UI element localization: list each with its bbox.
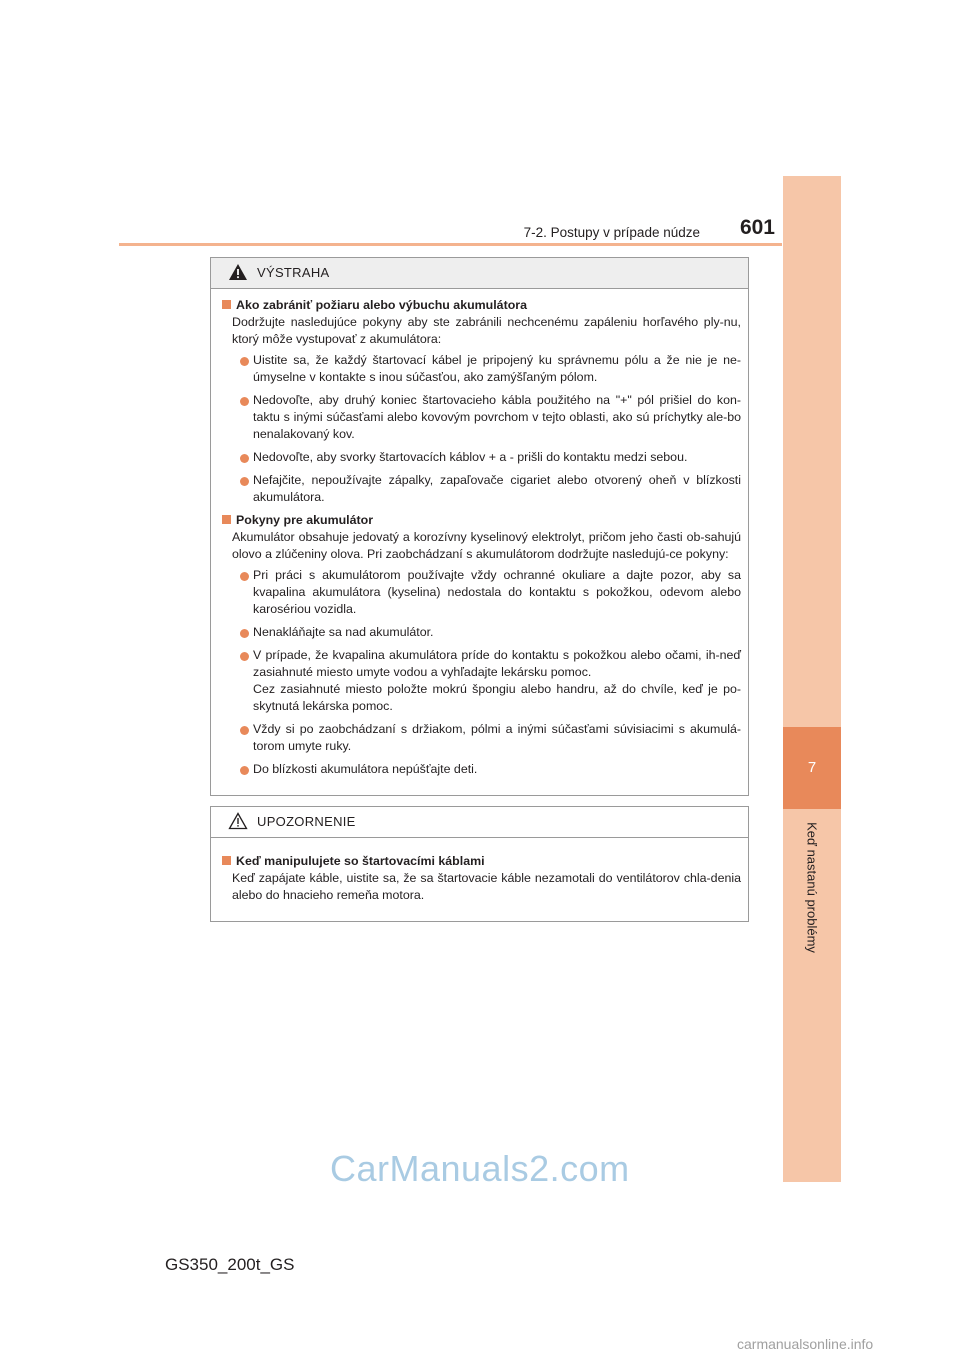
caution-box	[210, 806, 749, 922]
footer-model: GS350_200t_GS	[165, 1255, 295, 1274]
round-bullet-icon	[240, 766, 249, 775]
warning-box-title: VÝSTRAHA	[257, 265, 330, 280]
list-item: Nedovoľte, aby druhý koniec štartovacieho kábla použitého na "+" pól prišiel do kon-taktu s inými súčasťami alebo kovovým povrchom v tejto oblasti, ako sú príchytky ale-bo nenalakovaný kov.	[232, 392, 741, 443]
square-bullet-icon	[222, 515, 231, 524]
square-bullet-icon	[222, 856, 231, 865]
section-heading: Ako zabrániť požiaru alebo výbuchu akumulátora	[222, 297, 741, 314]
section-text: Akumulátor obsahuje jedovatý a korozívny kyselinový elektrolyt, pričom jeho časti ob-sahujú olovo a zlúčeniny olova. Pri zaobchádzaní s akumulátorom dodržujte nasledujú-ce pokyny:	[232, 530, 741, 561]
header-rule	[119, 243, 782, 246]
section-heading: Keď manipulujete so štartovacími káblami	[222, 853, 741, 870]
section-title: 7-2. Postupy v prípade núdze	[523, 225, 700, 240]
watermark-secondary: carmanualsonline.info	[737, 1336, 874, 1352]
section-text: Dodržujte nasledujúce pokyny aby ste zabránili nechcenému zapáleniu horľavého ply-nu, ktorý môže vystupovať z akumulátora:	[232, 315, 741, 346]
list-item: V prípade, že kvapalina akumulátora príde do kontaktu s pokožkou alebo očami, ih-neď zasiahnuté miesto umyte vodou a vyhľadajte lekársku pomoc. Cez zasiahnuté miesto položte mokrú špongiu alebo handru, až do chvíle, keď je po-skytnutá lekárska pomoc.	[232, 647, 741, 715]
section-text: Keď zapájate káble, uistite sa, že sa štartovacie káble nezamotali do ventilátorov chla-denia alebo do hnacieho remeňa motora.	[232, 871, 741, 902]
chapter-number: 7	[783, 727, 841, 809]
chapter-side-tab	[783, 176, 841, 1182]
list-item: Pri práci s akumulátorom používajte vždy ochranné okuliare a dajte pozor, aby sa kvapalina akumulátora (kyselina) nedostala do kontaktu s pokožkou, odevom alebo karosériou vozidla.	[232, 567, 741, 618]
round-bullet-icon	[240, 397, 249, 406]
caution-box-title: UPOZORNENIE	[257, 814, 356, 829]
chapter-title-text: Keď nastanú problémy	[804, 822, 820, 953]
list-item: Do blízkosti akumulátora nepúšťajte deti.	[232, 761, 741, 778]
round-bullet-icon	[240, 477, 249, 486]
list-item: Vždy si po zaobchádzaní s držiakom, pólmi a inými súčasťami súvisiacimi s akumulá-torom umyte ruky.	[232, 721, 741, 755]
round-bullet-icon	[240, 726, 249, 735]
list-item: Nefajčite, nepoužívajte zápalky, zapaľovače cigariet alebo otvorený oheň v blízkosti akumulátora.	[232, 472, 741, 506]
round-bullet-icon	[240, 357, 249, 366]
warning-triangle-icon	[228, 263, 248, 281]
caution-triangle-icon	[228, 812, 248, 830]
list-item: Nedovoľte, aby svorky štartovacích káblov + a - prišli do kontaktu medzi sebou.	[232, 449, 741, 466]
warning-box-header	[211, 258, 748, 289]
caution-box-body	[211, 838, 748, 916]
caution-box-header	[211, 807, 748, 838]
section-heading: Pokyny pre akumulátor	[222, 512, 741, 529]
watermark-primary: CarManuals2.com	[330, 1148, 630, 1189]
warning-box	[210, 257, 749, 796]
page-number: 601	[739, 216, 775, 239]
round-bullet-icon	[240, 652, 249, 661]
round-bullet-icon	[240, 572, 249, 581]
round-bullet-icon	[240, 629, 249, 638]
list-item: Uistite sa, že každý štartovací kábel je pripojený ku správnemu pólu a že nie je ne-úmyselne v kontakte s inou súčasťou, ako zamýšľaným pólom.	[232, 352, 741, 386]
list-item: Nenakláňajte sa nad akumulátor.	[232, 624, 741, 641]
square-bullet-icon	[222, 300, 231, 309]
warning-box-body	[211, 289, 748, 792]
round-bullet-icon	[240, 454, 249, 463]
